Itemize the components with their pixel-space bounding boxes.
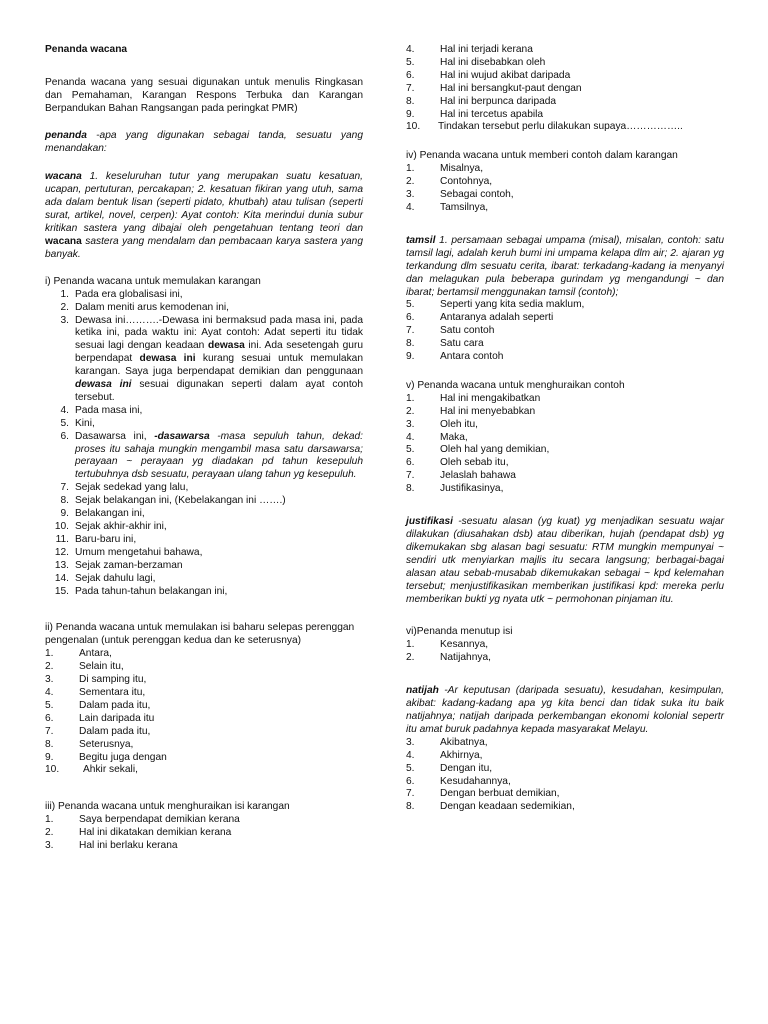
justifikasi-definition: justifikasi -sesuatu alasan (yg kuat) yg menjadikan sesuatu wajar dilakukan (diusahakan dsb) atau diberikan, hujah (pendapat dsb) yg dikemukakan sbg alasan bagi sesuatu: RTM mungkin mempunyai ~ sendiri utk menyiarkan majlis itu secara langsung; berbagai-bagai alasan atau sebab-musabab dikemukakan sebagai ~ kpd kelemahan tersebut; menjustifikasikan memberikan justifikasi kpd: mereka perlu memberikan bukti yg nyata utk ~ permohonan pinjaman itu. — [406, 516, 724, 605]
list-item: 3. Hal ini berlaku kerana — [45, 840, 178, 852]
sec6-list-b — [406, 737, 724, 814]
list-item: 8. Hal ini berpunca daripada — [406, 95, 557, 107]
right-column — [406, 44, 724, 814]
penanda-term: penanda — [45, 129, 87, 141]
list-item: 3. Di samping itu, — [45, 674, 147, 686]
section-heading: i) Penanda wacana untuk memulakan karangan — [45, 275, 261, 287]
section-heading: ii) Penanda wacana untuk memulakan isi baharu selepas perenggan pengenalan (untuk perenggan kedua dan ke seterusnya) — [45, 622, 355, 647]
list-item: 2. Contohnya, — [406, 176, 493, 188]
list-item: 8. Satu cara — [406, 338, 484, 350]
list-item: 6. Dasawarsa ini, -dasawarsa -masa sepuluh tahun, dekad: proses itu sahaja mungkin mengambil masa satu darsawarsa; perayaan ~ perayaan yg diadakan pd tahun kesepuluh tertubuhnya dsb sesuatu, perayaan ulang tahun yg kesepuluh. — [60, 430, 363, 481]
list-item: 2. Dalam meniti arus kemodenan ini, — [60, 301, 230, 313]
list-item: 7. Hal ini bersangkut-paut dengan — [406, 82, 582, 94]
tamsil-term: tamsil — [406, 234, 436, 246]
list-item: 3. Oleh itu, — [406, 418, 478, 430]
list-item: 7. Dengan berbuat demikian, — [406, 788, 560, 800]
list-item: 5. Hal ini disebabkan oleh — [406, 56, 546, 68]
list-item: 4. Hal ini terjadi kerana — [406, 44, 533, 55]
list-item: 8. Dengan keadaan sedemikian, — [406, 801, 575, 813]
list-item: 10. Sejak akhir-akhir ini, — [54, 521, 167, 532]
list-item: 3. Dewasa ini……….-Dewasa ini bermaksud pada masa ini, pada ketika ini, pada waktu ini: Ayat contoh: Adat seperti itu tidak sesuai lagi dengan keadaan dewasa ini. Ada sesetengah guru berpendapat dewasa ini kurang sesuai untuk memulakan karangan. Saya juga berpendapat demikian dan penggunaan dewasa ini sesuai digunakan seperti dalam ayat contoh tersebut. — [60, 314, 364, 403]
list-item: 4. Maka, — [406, 431, 468, 443]
list-item: 5. Oleh hal yang demikian, — [406, 444, 550, 456]
list-item: 9. Begitu juga dengan — [45, 751, 167, 763]
list-item: 9. Belakangan ini, — [60, 508, 145, 520]
list-item: 5. Kini, — [60, 417, 95, 429]
sec4-list-b — [406, 299, 724, 364]
list-item: 5. Seperti yang kita sedia maklum, — [406, 299, 585, 311]
list-item: 10. Tindakan tersebut perlu dilakukan supaya…………….. — [406, 121, 683, 133]
list-item: 4. Tamsilnya, — [406, 201, 489, 213]
list-item: 5. Dalam pada itu, — [45, 699, 151, 711]
list-item: 1. Misalnya, — [406, 163, 484, 175]
section-heading: vi)Penanda menutup isi — [406, 626, 513, 638]
list-item: 6. Oleh sebab itu, — [406, 457, 509, 469]
list-item: 7. Dalam pada itu, — [45, 725, 151, 737]
wacana-term: wacana — [45, 171, 82, 183]
list-item: 7. Sejak sedekad yang lalu, — [60, 482, 189, 494]
section-heading: iii) Penanda wacana untuk menghuraikan isi karangan — [45, 801, 290, 813]
list-item: 12. Umum mengetahui bahawa, — [54, 546, 203, 558]
list-item: 5. Dengan itu, — [406, 762, 493, 774]
list-item: 3. Sebagai contoh, — [406, 189, 514, 201]
list-item: 10. Ahkir sekali, — [45, 764, 138, 776]
list-item: 8. Justifikasinya, — [406, 483, 504, 495]
list-item: 4. Akhirnya, — [406, 749, 483, 761]
list-item: 8. Seterusnya, — [45, 738, 134, 750]
page-title: Penanda wacana — [45, 44, 128, 55]
list-item: 6. Antaranya adalah seperti — [406, 312, 554, 324]
list-item: 1. Antara, — [45, 648, 112, 660]
intro-paragraph: Penanda wacana yang sesuai digunakan untuk menulis Ringkasan dan Pemahaman, Karangan Respons Terbuka dan Karangan Berpandukan Bahan Rangsangan pada peringkat PMR) — [45, 76, 363, 114]
list-item: 6. Lain daripada itu — [45, 712, 155, 724]
list-item: 1. Pada era globalisasi ini, — [60, 288, 183, 300]
section-heading: v) Penanda wacana untuk menghuraikan contoh — [406, 379, 625, 391]
list-item: 4. Sementara itu, — [45, 686, 146, 698]
wacana-definition: wacana 1. keseluruhan tutur yang merupakan suatu kesatuan, ucapan, pertuturan, percakapan; 2. kesatuan fikiran yang utuh, sama ada dalam bentuk lisan (seperti pidato, khutbah) atau tulisan (seperti surat, artikel, novel, cerpen): Ayat contoh: Kita merindui dunia subur kritikan sastera yang dibajai oleh pengetahuan tentang teori dan wacana sastera yang mendalam dan pembacaan karya sastera yang banyak. — [45, 171, 363, 260]
list-item: 2. Natijahnya, — [406, 652, 491, 664]
tamsil-definition: tamsil 1. persamaan sebagai umpama (misal), misalan, contoh: satu tamsil lagi, adalah keruh bumi ini umpama kelapa dlm air; 2. ajaran yg terkandung dlm sesuatu cerita, ibarat: terkadang-kadang ia menyanyi dan melagukan pula beberapa gurindam yg mengandungi ~ dan ibarat; bertamsil menggunakan tamsil (contoh); — [406, 234, 724, 298]
sec4-list — [406, 163, 724, 215]
sec3-list — [45, 814, 363, 853]
list-item: 2. Hal ini menyebabkan — [406, 405, 536, 417]
section-heading: iv) Penanda wacana untuk memberi contoh dalam karangan — [406, 150, 678, 162]
list-item: 3. Akibatnya, — [406, 736, 488, 748]
list-item: 9. Hal ini tercetus apabila — [406, 108, 544, 120]
penanda-definition: penanda -apa yang digunakan sebagai tanda, sesuatu yang menandakan: — [45, 129, 363, 154]
list-item: 4. Pada masa ini, — [60, 404, 143, 416]
list-item: 14. Sejak dahulu lagi, — [54, 572, 156, 584]
left-column — [45, 44, 363, 853]
justifikasi-term: justifikasi — [406, 516, 453, 528]
sec3-list-continued — [406, 44, 724, 134]
list-item: 2. Hal ini dikatakan demikian kerana — [45, 827, 232, 839]
list-item: 8. Sejak belakangan ini, (Kebelakangan ini …….) — [60, 495, 286, 507]
list-item: 7. Satu contoh — [406, 325, 495, 337]
list-item: 1. Kesannya, — [406, 639, 489, 651]
list-item: 1. Saya berpendapat demikian kerana — [45, 814, 240, 826]
list-item: 13. Sejak zaman-berzaman — [54, 559, 183, 571]
list-item: 7. Jelaslah bahawa — [406, 470, 516, 482]
sec2-list — [45, 648, 363, 777]
sec6-list — [406, 639, 724, 665]
list-item: 6. Hal ini wujud akibat daripada — [406, 69, 571, 81]
natijah-term: natijah — [406, 685, 439, 697]
list-item: 11. Baru-baru ini, — [55, 533, 137, 545]
list-item: 15. Pada tahun-tahun belakangan ini, — [54, 585, 228, 597]
list-item: 1. Hal ini mengakibatkan — [406, 392, 541, 404]
sec5-list — [406, 393, 724, 496]
natijah-definition: natijah -Ar keputusan (daripada sesuatu), kesudahan, kesimpulan, akibat: kadang-kadang apa yg kita benci dan tidak suka itu baik natijahnya; natijah daripada perkembangan ekonomi kolonial sepertr itu amat buruk padahnya kepada masyarakat Melayu. — [406, 685, 724, 735]
list-item: 2. Selain itu, — [45, 661, 124, 673]
list-item: 9. Antara contoh — [406, 351, 504, 363]
list-item: 6. Kesudahannya, — [406, 775, 511, 787]
sec1-list — [45, 289, 363, 599]
